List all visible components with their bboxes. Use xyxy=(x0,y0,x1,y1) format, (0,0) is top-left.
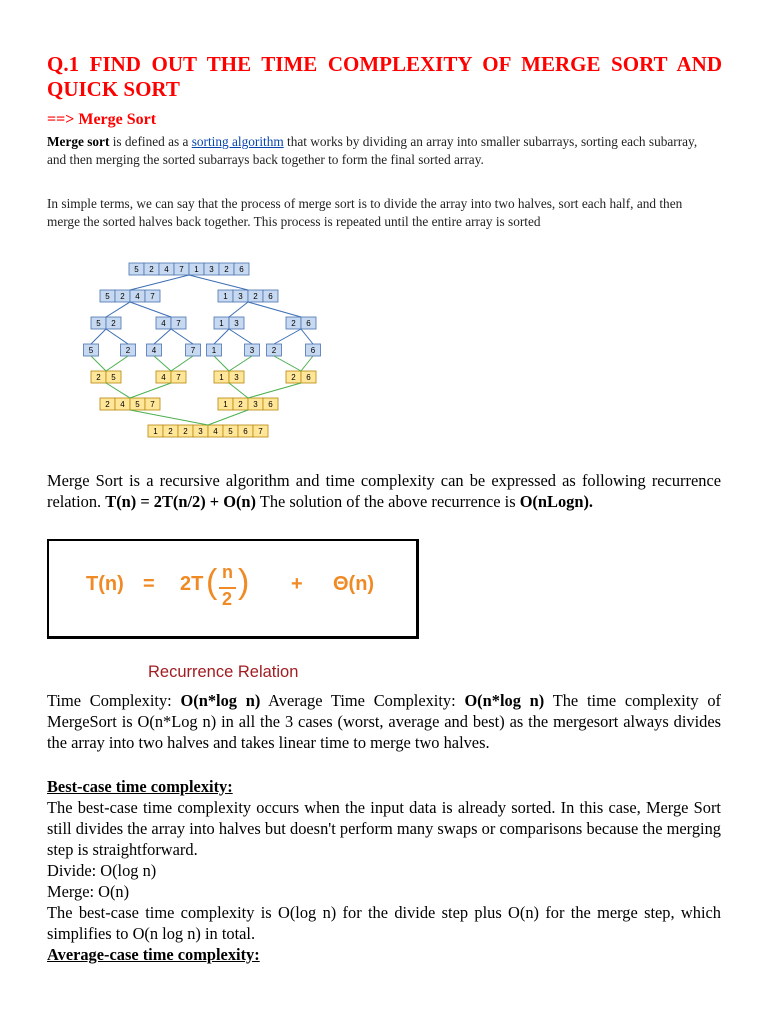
array-cell-value: 2 xyxy=(111,319,116,328)
formula-numerator: n xyxy=(222,562,233,582)
connector-line xyxy=(106,302,130,317)
recurrence-equation: T(n) = 2T(n/2) + O(n) xyxy=(105,492,256,511)
array-cell-value: 7 xyxy=(190,346,196,355)
tc-description: The time complexity of MergeSort is O(n*Log n) in all the 3 cases (worst, average and best) as the mergesort always divides the array into two halves and takes linear time to merge two halves. xyxy=(47,691,722,752)
formula-plus: + xyxy=(291,573,303,595)
formula-equals: = xyxy=(143,573,155,595)
array-cell-value: 4 xyxy=(161,319,166,328)
array-cell-value: 2 xyxy=(271,346,277,355)
connector-line xyxy=(106,329,128,344)
array-cell-value: 2 xyxy=(291,373,296,382)
array-cell-value: 1 xyxy=(211,346,217,355)
array-cell-value: 5 xyxy=(88,346,94,355)
array-cell-value: 3 xyxy=(234,373,239,382)
connector-line xyxy=(208,410,248,425)
array-cell-value: 3 xyxy=(238,292,243,301)
formula-close-paren: ) xyxy=(238,563,250,601)
connector-line xyxy=(106,383,130,398)
connector-line xyxy=(91,356,106,371)
array-cell-value: 5 xyxy=(134,265,139,274)
array-cell-value: 3 xyxy=(253,400,258,409)
array-cell-value: 3 xyxy=(249,346,255,355)
recurrence-formula xyxy=(86,563,406,615)
array-cell-value: 4 xyxy=(161,373,166,382)
array-cell-value: 1 xyxy=(219,319,224,328)
formula-caption: Recurrence Relation xyxy=(148,663,299,681)
array-cell-value: 6 xyxy=(243,427,248,436)
connector-line xyxy=(130,410,208,425)
merge-complexity: Merge: O(n) xyxy=(47,882,130,901)
best-case-heading: Best-case time complexity: xyxy=(47,777,233,796)
array-cell-value: 4 xyxy=(164,265,169,274)
array-cell-value: 6 xyxy=(306,373,311,382)
question-title: Q.1 FIND OUT THE TIME COMPLEXITY OF MERGE SORT AND QUICK SORT xyxy=(47,52,722,101)
time-complexity-paragraph xyxy=(47,690,721,753)
connector-line xyxy=(248,302,301,317)
array-cell-value: 7 xyxy=(258,427,263,436)
definition-text-a: is defined as a xyxy=(109,134,192,149)
tc-value-1: O(n*log n) xyxy=(180,691,261,710)
connector-line xyxy=(154,329,171,344)
array-cell-value: 5 xyxy=(111,373,116,382)
merge-sort-heading: ==> Merge Sort xyxy=(47,111,157,128)
merge-sort-definition xyxy=(47,133,707,169)
recurrence-solution: O(nLogn). xyxy=(519,492,594,511)
array-cell-value: 2 xyxy=(238,400,243,409)
array-cell-value: 1 xyxy=(153,427,158,436)
array-cell-value: 1 xyxy=(219,373,224,382)
connector-line xyxy=(171,329,193,344)
array-cell-value: 7 xyxy=(150,292,155,301)
array-cell-value: 2 xyxy=(291,319,296,328)
connector-line xyxy=(248,383,301,398)
formula-open-paren: ( xyxy=(206,563,218,601)
simple-terms-paragraph: In simple terms, we can say that the process of merge sort is to divide the array into two halves, sort each half, and then merge the sorted halves back together. This process is repeated until the entire array is sorted xyxy=(47,196,683,229)
connector-line xyxy=(274,329,301,344)
array-cell-value: 5 xyxy=(96,319,101,328)
connector-line xyxy=(106,356,128,371)
array-cell-value: 1 xyxy=(223,292,228,301)
merge-sort-tree xyxy=(78,255,332,456)
array-cell-value: 5 xyxy=(228,427,233,436)
connector-line xyxy=(229,383,248,398)
array-cell-value: 4 xyxy=(120,400,125,409)
array-cell-value: 7 xyxy=(176,373,181,382)
array-cell-value: 4 xyxy=(213,427,218,436)
array-cell-value: 4 xyxy=(135,292,140,301)
array-cell-value: 6 xyxy=(306,319,311,328)
array-cell-value: 1 xyxy=(223,400,228,409)
tc-label-2: Average Time Complexity: xyxy=(260,691,465,710)
tc-label-1: Time Complexity: xyxy=(47,691,181,710)
sorting-algorithm-link[interactable]: sorting algorithm xyxy=(191,134,284,149)
connector-line xyxy=(229,356,252,371)
recurrence-text-a: Merge Sort is a recursive algorithm and time complexity can be expressed as following recurrence relation. xyxy=(47,471,721,511)
array-cell-value: 6 xyxy=(268,292,273,301)
array-cell-value: 5 xyxy=(105,292,110,301)
merge-sort-diagram xyxy=(78,255,332,456)
tc-value-2: O(n*log n) xyxy=(464,691,545,710)
connector-line xyxy=(229,302,248,317)
array-cell-value: 2 xyxy=(105,400,110,409)
array-cell-value: 6 xyxy=(310,346,316,355)
connector-line xyxy=(91,329,106,344)
array-cell-value: 3 xyxy=(198,427,203,436)
array-cell-value: 7 xyxy=(176,319,181,328)
array-cell-value: 2 xyxy=(168,427,173,436)
array-cell-value: 3 xyxy=(234,319,239,328)
connector-line xyxy=(154,356,171,371)
recurrence-text-b: The solution of the above recurrence is xyxy=(256,492,520,511)
merge-sort-term: Merge sort xyxy=(47,134,110,149)
array-cell-value: 2 xyxy=(120,292,125,301)
connector-line xyxy=(214,356,229,371)
formula-denominator: 2 xyxy=(222,589,233,609)
array-cell-value: 2 xyxy=(149,265,154,274)
connector-line xyxy=(214,329,229,344)
connector-line xyxy=(229,329,252,344)
array-cell-value: 6 xyxy=(239,265,244,274)
definition-text-b: that works by dividing an array into smaller subarrays, sorting each subarray, and then merging the sorted subarrays back together to form the final sorted array. xyxy=(47,134,698,167)
array-cell-value: 4 xyxy=(151,346,157,355)
recurrence-paragraph xyxy=(47,470,721,512)
array-cell-value: 7 xyxy=(150,400,155,409)
connector-line xyxy=(171,356,193,371)
array-cell-value: 2 xyxy=(96,373,101,382)
connector-line xyxy=(130,302,171,317)
array-cell-value: 2 xyxy=(253,292,258,301)
connector-line xyxy=(274,356,301,371)
array-cell-value: 7 xyxy=(179,265,184,274)
formula-coefficient: 2T xyxy=(180,573,204,595)
connector-line xyxy=(130,275,189,290)
average-case-heading: Average-case time complexity: xyxy=(47,945,260,964)
connector-line xyxy=(301,356,313,371)
formula-box xyxy=(47,539,419,639)
connector-line xyxy=(301,329,313,344)
array-cell-value: 2 xyxy=(183,427,188,436)
formula-theta: Θ(n) xyxy=(333,573,375,595)
best-case-text: The best-case time complexity occurs when the input data is already sorted. In this case, Merge Sort still divides the array into halves but doesn't perform many swaps or comparisons because the merging step is straightforward. xyxy=(47,798,721,859)
connector-line xyxy=(189,275,248,290)
array-cell-value: 3 xyxy=(209,265,214,274)
divide-complexity: Divide: O(log n) xyxy=(47,861,157,880)
array-cell-value: 5 xyxy=(135,400,140,409)
array-cell-value: 2 xyxy=(224,265,229,274)
best-case-total: The best-case time complexity is O(log n) for the divide step plus O(n) for the merge step, which simplifies to O(n log n) in total. xyxy=(47,903,721,943)
formula-lhs: T(n) xyxy=(86,573,124,595)
array-cell-value: 2 xyxy=(125,346,131,355)
array-cell-value: 1 xyxy=(194,265,199,274)
connector-line xyxy=(130,383,171,398)
array-cell-value: 6 xyxy=(268,400,273,409)
